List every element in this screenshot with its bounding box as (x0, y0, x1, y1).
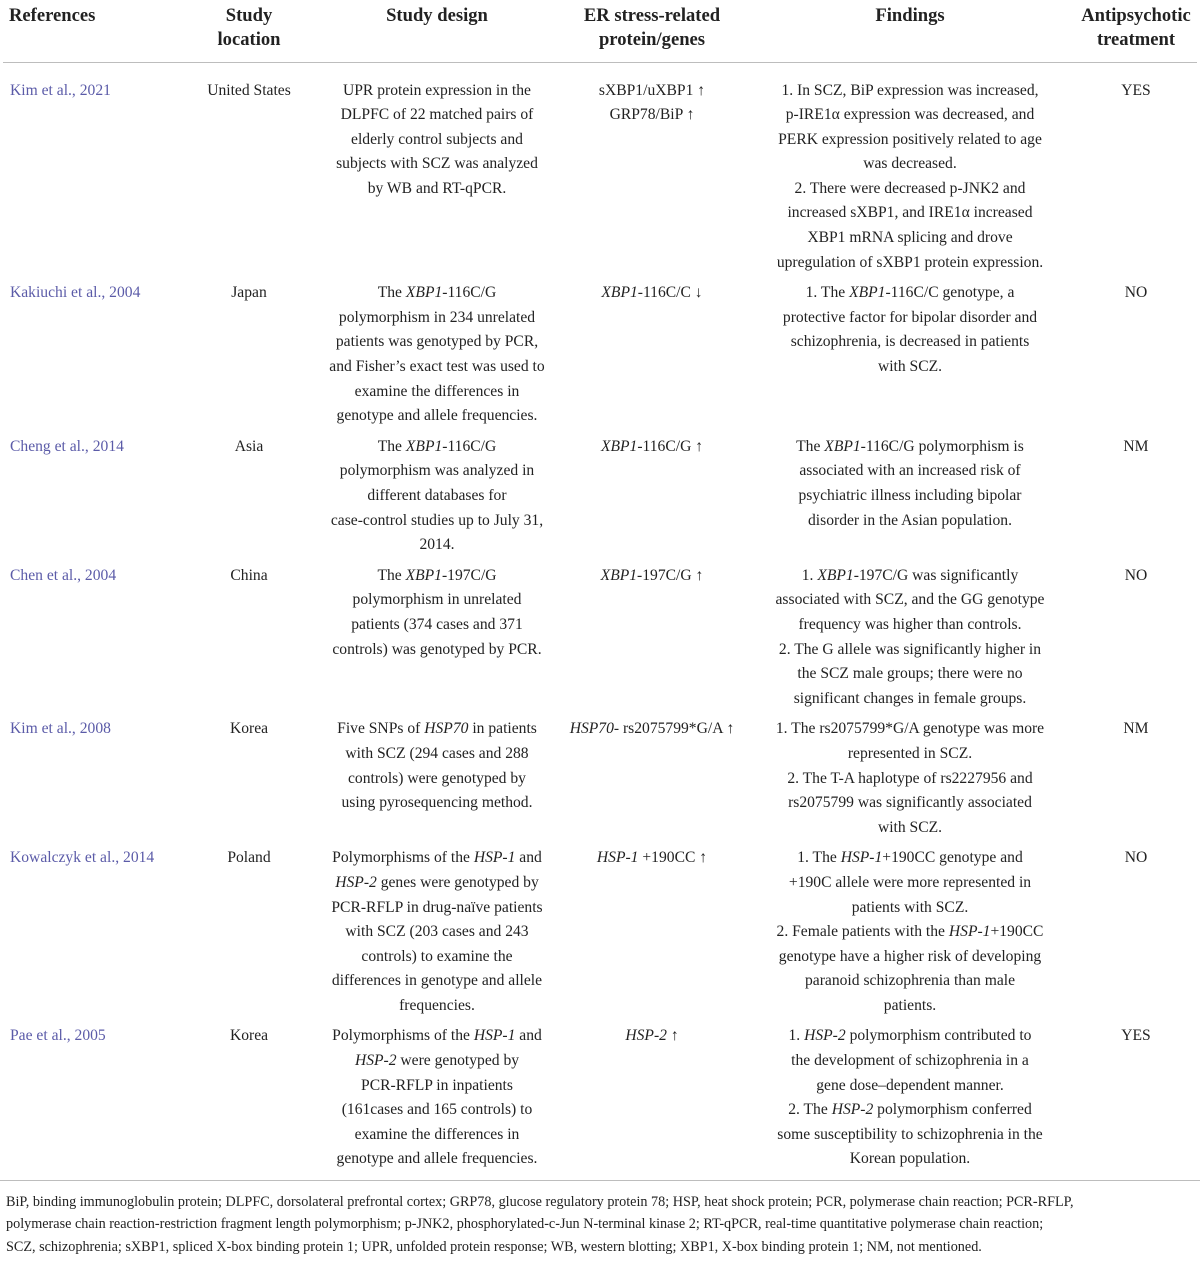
findings-line: was decreased. (863, 155, 957, 173)
study-design-line: The XBP1-116C/G (377, 437, 497, 455)
gene-name: HSP-1 (473, 849, 516, 867)
reference-year-link[interactable]: 2014 (92, 437, 124, 455)
study-design-line: and Fisher’s exact test was used to (329, 358, 545, 376)
antipsychotic-treatment-cell: NO (1124, 284, 1148, 302)
gene-name: HSP70 (569, 720, 614, 738)
reference-cell[interactable] (3, 840, 183, 1018)
study-location-cell: Poland (227, 849, 271, 867)
study-location-cell: China (230, 566, 268, 584)
findings-line: 1. The XBP1-116C/C genotype, a (805, 284, 1015, 302)
footnote-line: SCZ, schizophrenia; sXBP1, spliced X-box binding protein 1; UPR, unfolded protein response; WB, western blotting; XBP1, X-box binding protein 1; NM, not mentioned. (6, 1238, 982, 1255)
reference-author[interactable]: Cheng et al., (10, 437, 93, 455)
findings-cell (745, 840, 1075, 1018)
antipsychotic-treatment-cell: NM (1123, 720, 1149, 738)
study-design-line: genotype and allele frequencies. (336, 407, 538, 425)
gene-name: XBP1 (824, 437, 861, 455)
study-design-line: frequencies. (399, 996, 475, 1014)
study-design-line: Five SNPs of HSP70 in patients (337, 720, 537, 738)
study-location-cell: United States (207, 81, 291, 99)
reference-cell[interactable] (3, 62, 183, 275)
study-design-line: controls) were genotyped by (348, 769, 526, 787)
findings-line: the development of schizophrenia in a (791, 1052, 1029, 1070)
gene-name: HSP-1 (840, 849, 883, 867)
reference-year-link[interactable]: 2004 (84, 566, 117, 584)
reference-author[interactable]: Kim et al., (10, 720, 80, 738)
study-design-cell (315, 429, 559, 558)
header-text: References (9, 5, 96, 26)
header-study-location (183, 0, 315, 62)
study-design-line: DLPFC of 22 matched pairs of (340, 106, 534, 124)
study-location-cell: Korea (229, 720, 269, 738)
table-row (3, 1018, 1197, 1180)
header-text: treatment (1096, 29, 1176, 50)
gene-line: HSP-2 ↑ (625, 1027, 679, 1045)
study-design-line: polymorphism in 234 unrelated (338, 308, 536, 326)
study-design-line: using pyrosequencing method. (341, 794, 533, 812)
findings-line: +190C allele were more represented in (788, 873, 1032, 891)
study-design-line: examine the differences in (354, 1125, 520, 1143)
study-design-line: HSP-2 genes were genotyped by (335, 873, 539, 891)
er-stress-genes-cell (559, 275, 745, 429)
reference-year-link[interactable]: 2005 (74, 1027, 106, 1045)
study-location-cell: Japan (231, 284, 267, 302)
study-design-cell (315, 275, 559, 429)
study-design-line: patients (374 cases and 371 (351, 615, 523, 633)
header-text: ER stress-related (583, 5, 721, 26)
gene-name: HSP-2 (335, 873, 377, 891)
study-design-line: polymorphism in unrelated (352, 591, 522, 609)
study-design-cell (315, 840, 559, 1018)
study-design-line: subjects with SCZ was analyzed (336, 155, 538, 173)
gene-name: XBP1 (405, 437, 443, 455)
findings-line: patients with SCZ. (851, 898, 969, 916)
findings-line: The XBP1-116C/G polymorphism is (796, 437, 1024, 455)
findings-line: genotype have a higher risk of developing (778, 947, 1042, 965)
gene-name: HSP-2 (625, 1027, 667, 1045)
gene-name: HSP-2 (804, 1027, 846, 1045)
table-row (3, 711, 1197, 840)
study-design-line: with SCZ (294 cases and 288 (345, 744, 529, 762)
findings-line: associated with SCZ, and the GG genotype (775, 591, 1045, 609)
study-design-line: different databases for (367, 487, 507, 504)
table-row (3, 275, 1197, 429)
findings-line: 1. In SCZ, BiP expression was increased, (781, 81, 1039, 99)
findings-line: rs2075799 was significantly associated (788, 794, 1032, 812)
reference-cell[interactable] (3, 1018, 183, 1180)
gene-name: HSP-2 (831, 1101, 874, 1119)
findings-line: patients. (883, 996, 937, 1014)
gene-name: XBP1 (405, 566, 442, 584)
gene-line: XBP1-197C/G ↑ (600, 566, 704, 584)
findings-line: significant changes in female groups. (793, 689, 1027, 707)
reference-author[interactable]: Pae et al., (10, 1027, 75, 1045)
findings-cell (745, 275, 1075, 429)
study-design-line: Polymorphisms of the HSP-1 and (332, 1027, 542, 1045)
table-row (3, 429, 1197, 558)
gene-name: XBP1 (849, 284, 886, 302)
study-design-line: Polymorphisms of the HSP-1 and (332, 849, 542, 867)
findings-line: upregulation of sXBP1 protein expression. (776, 253, 1044, 271)
study-design-line: with SCZ (203 cases and 243 (345, 923, 529, 941)
gene-line: sXBP1/uXBP1 ↑ (598, 81, 706, 99)
gene-name: HSP-1 (473, 1027, 516, 1045)
gene-name: XBP1 (600, 566, 638, 584)
header-study-design (315, 0, 559, 62)
study-design-line: (161cases and 165 controls) to (341, 1101, 533, 1119)
findings-cell (745, 711, 1075, 840)
findings-line: disorder in the Asian population. (808, 511, 1012, 529)
findings-cell (745, 429, 1075, 558)
gene-name: HSP-2 (354, 1052, 397, 1070)
findings-line: 2. There were decreased p-JNK2 and (794, 179, 1026, 197)
antipsychotic-treatment-cell: YES (1121, 1027, 1151, 1045)
study-design-line: controls) to examine the (361, 947, 513, 965)
table-footnote (0, 1180, 1200, 1258)
findings-line: 2. The T-A haplotype of rs2227956 and (787, 769, 1033, 787)
findings-line: 1. XBP1-197C/G was significantly (801, 566, 1019, 584)
reference-year-link[interactable]: 2014 (123, 849, 155, 867)
header-text: Study (225, 5, 273, 26)
findings-line: Korean population. (849, 1150, 971, 1168)
study-design-line: 2014. (419, 536, 455, 554)
study-design-line: PCR-RFLP in inpatients (361, 1076, 513, 1094)
study-design-line: controls) was genotyped by PCR. (332, 640, 542, 658)
header-text: Study design (386, 5, 488, 26)
reference-year-link[interactable]: 2021 (79, 81, 111, 99)
footnote-line: polymerase chain reaction-restriction fragment length polymorphism; p-JNK2, phosphorylated-c-Jun N-terminal kinase 2; RT-qPCR, real-time quantitative polymerase chain reaction; (6, 1216, 1044, 1233)
study-design-cell (315, 711, 559, 840)
findings-line: XBP1 mRNA splicing and drove (807, 229, 1013, 247)
gene-name: HSP70 (424, 720, 469, 738)
reference-year-link[interactable]: 2004 (109, 284, 141, 302)
findings-line: PERK expression positively related to age (778, 130, 1042, 148)
antipsychotic-treatment-cell: YES (1121, 81, 1151, 99)
findings-cell (745, 1018, 1075, 1180)
header-row (3, 0, 1197, 62)
study-design-cell (315, 62, 559, 275)
reference-cell[interactable] (3, 558, 183, 712)
findings-line: gene dose–dependent manner. (816, 1076, 1004, 1094)
study-design-line: differences in genotype and allele (331, 972, 543, 990)
gene-name: XBP1 (601, 284, 638, 302)
reference-author[interactable]: Kowalczyk et al., (10, 849, 124, 867)
header-text: location (217, 29, 281, 50)
study-location-cell: Korea (229, 1027, 269, 1045)
findings-line: protective factor for bipolar disorder and (782, 308, 1038, 326)
antipsychotic-treatment-cell: NM (1123, 437, 1149, 455)
study-design-cell (315, 558, 559, 712)
findings-line: with SCZ. (877, 818, 943, 836)
reference-author[interactable]: Kim et al., (10, 81, 80, 99)
reference-cell[interactable] (3, 711, 183, 840)
findings-line: psychiatric illness including bipolar (798, 487, 1022, 504)
antipsychotic-treatment-cell: NO (1124, 849, 1148, 867)
findings-cell (745, 558, 1075, 712)
header-text: protein/genes (598, 29, 706, 50)
reference-author[interactable]: Chen et al., (10, 566, 85, 584)
findings-line: 2. The G allele was significantly higher in (778, 640, 1042, 658)
findings-line: 1. The rs2075799*G/A genotype was more (775, 720, 1045, 738)
reference-cell[interactable] (3, 275, 183, 429)
findings-line: p-IRE1α expression was decreased, and (785, 106, 1035, 124)
study-design-line: patients was genotyped by PCR, (335, 333, 539, 351)
er-stress-genes-cell (559, 62, 745, 275)
header-er-stress-genes (559, 0, 745, 62)
er-stress-genes-cell (559, 429, 745, 558)
gene-name: HSP-1 (596, 849, 639, 867)
findings-line: 1. The HSP-1+190CC genotype and (797, 849, 1023, 867)
gene-line: XBP1-116C/C ↓ (601, 284, 703, 302)
er-stress-genes-cell (559, 1018, 745, 1180)
antipsychotic-treatment-cell: NO (1124, 566, 1148, 584)
study-design-line: polymorphism was analyzed in (339, 462, 535, 480)
study-design-line: The XBP1-197C/G (377, 566, 497, 584)
header-text: Findings (875, 5, 945, 26)
findings-line: frequency was higher than controls. (798, 615, 1022, 633)
findings-line: represented in SCZ. (847, 744, 973, 762)
er-stress-genes-cell (559, 840, 745, 1018)
gene-name: XBP1 (600, 437, 638, 455)
findings-line: schizophrenia, is decreased in patients (790, 333, 1030, 351)
findings-line: increased sXBP1, and IRE1α increased (787, 204, 1033, 222)
table-row (3, 558, 1197, 712)
findings-line: 2. Female patients with the HSP-1+190CC (776, 923, 1044, 941)
er-stress-genes-cell (559, 558, 745, 712)
gene-line: HSP70- rs2075799*G/A ↑ (569, 720, 735, 738)
gene-name: HSP-1 (948, 923, 991, 941)
findings-line: 2. The HSP-2 polymorphism conferred (788, 1101, 1032, 1119)
header-findings (745, 0, 1075, 62)
table-row (3, 840, 1197, 1018)
study-design-line: UPR protein expression in the (343, 81, 531, 99)
findings-line: the SCZ male groups; there were no (797, 665, 1023, 683)
study-design-line: case-control studies up to July 31, (330, 511, 544, 529)
gene-line: GRP78/BiP ↑ (609, 106, 695, 124)
study-design-line: The XBP1-116C/G (377, 284, 497, 302)
er-stress-genes-cell (559, 711, 745, 840)
header-references (3, 0, 183, 62)
study-design-line: HSP-2 were genotyped by (354, 1052, 520, 1070)
study-design-line: PCR-RFLP in drug-naïve patients (331, 898, 543, 916)
header-text: Antipsychotic (1081, 5, 1191, 26)
findings-line: with SCZ. (877, 358, 943, 376)
study-location-cell: Asia (234, 437, 264, 455)
studies-table (3, 0, 1197, 1180)
reference-year-link[interactable]: 2008 (79, 720, 111, 738)
gene-line: HSP-1 +190CC ↑ (596, 849, 708, 867)
findings-line: associated with an increased risk of (799, 462, 1021, 480)
findings-line: some susceptibility to schizophrenia in the (777, 1125, 1043, 1143)
reference-author[interactable]: Kakiuchi et al., (10, 284, 110, 302)
gene-name: XBP1 (817, 566, 854, 584)
findings-cell (745, 62, 1075, 275)
study-design-cell (315, 1018, 559, 1180)
study-design-line: genotype and allele frequencies. (336, 1150, 538, 1168)
header-antipsychotic-treatment (1075, 0, 1197, 62)
table-row (3, 62, 1197, 275)
gene-line: XBP1-116C/G ↑ (600, 437, 704, 455)
reference-cell[interactable] (3, 429, 183, 558)
study-design-line: elderly control subjects and (351, 130, 523, 148)
footnote-line: BiP, binding immunoglobulin protein; DLPFC, dorsolateral prefrontal cortex; GRP78, glucose regulatory protein 78; HSP, heat shock protein; PCR, polymerase chain reaction; PCR-RFLP, (6, 1194, 1074, 1210)
table-body (3, 62, 1197, 1180)
findings-line: paranoid schizophrenia than male (805, 972, 1015, 990)
study-design-line: examine the differences in (354, 382, 520, 400)
findings-line: 1. HSP-2 polymorphism contributed to (788, 1027, 1032, 1045)
study-design-line: by WB and RT-qPCR. (367, 179, 507, 197)
gene-name: XBP1 (405, 284, 443, 302)
